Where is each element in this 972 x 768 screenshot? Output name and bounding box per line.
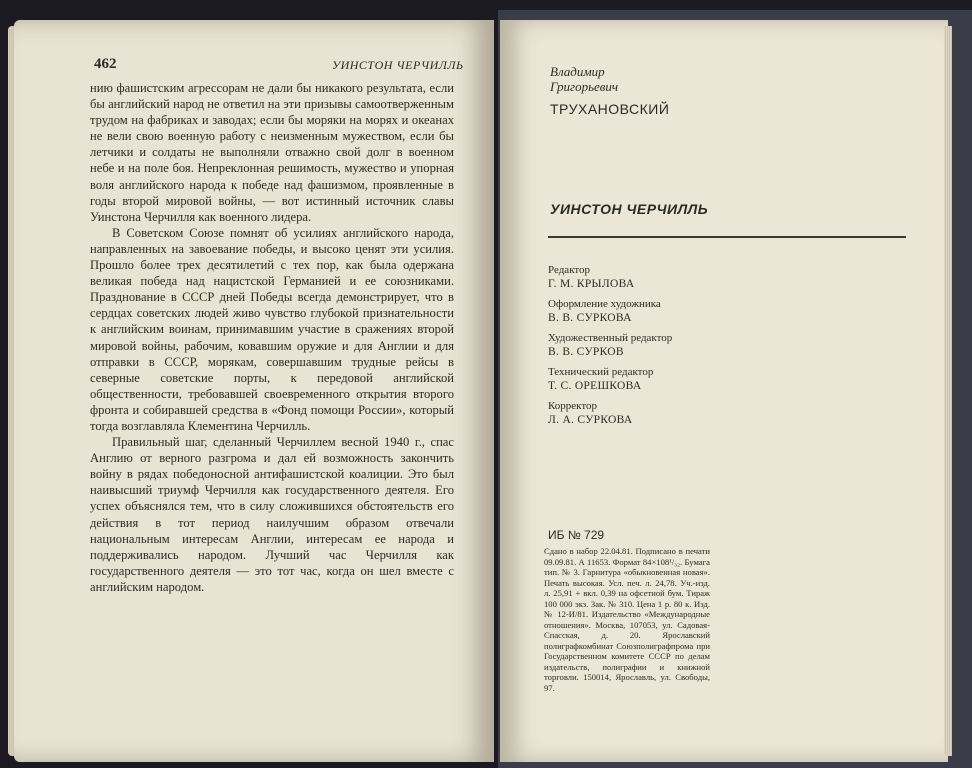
credit-person: Г. М. КРЫЛОВА	[548, 278, 635, 290]
body-text	[90, 80, 454, 595]
author-first-name: Владимир	[550, 64, 605, 79]
ib-number: ИБ № 729	[548, 528, 605, 542]
credit-role: Корректор	[548, 400, 598, 412]
credit-proofreader	[548, 400, 878, 427]
title-rule	[548, 236, 906, 238]
credit-person: Л. А. СУРКОВА	[548, 414, 633, 426]
right-page-edges	[944, 26, 952, 756]
credit-person: В. В. СУРКОВ	[548, 346, 624, 358]
author-patronymic: Григорьевич	[550, 79, 619, 94]
paragraph: нию фашистским агрессорам не дали бы никакого результата, если бы английский народ не ответил на эти призывы самоотверженным трудом на фабриках и заводах; если бы моряки на морях и океанах не вели свою военную работу с неизменным мужеством, если бы летчики и солдаты не выполняли отважно свой долг в военном небе и на поле боя. Непреклонная решимость, мужество и упорная воля английского народа к победе над фашизмом, проявленные в годы второй мировой войны, — вот истинный источник славы Уинстона Черчилля как военного лидера.	[90, 81, 454, 224]
credit-editor	[548, 264, 878, 291]
credit-person: В. В. СУРКОВА	[548, 312, 632, 324]
credit-role: Оформление художника	[548, 298, 661, 310]
imprint-text: Сдано в набор 22.04.81. Подписано в печати 09.09.81. А 11653. Формат 84×108¹/₃₂. Бумага тип. № 3. Гарнитура «обыкновенная новая». Печать высокая. Усл. печ. л. 24,78. Уч.-изд. л. 25,91 + вкл. 0,39 на офсетной бум. Тираж 100 000 экз. Зак. № 310. Цена 1 р. 80 к. Изд. № 12-И/81. Издательство «Международные отношения». Москва, 107053, ул. Садовая-Спасская, д. 20. Ярославский полиграфкомбинат Союзполиграфпрома при Государственном комитете СССР по делам издательств, полиграфии и книжной торговли. 150014, Ярославль, ул. Свободы, 97.	[544, 546, 710, 693]
page-number: 462	[94, 56, 117, 72]
credit-role: Технический редактор	[548, 366, 654, 378]
credit-tech-editor	[548, 366, 878, 393]
credit-role: Художественный редактор	[548, 332, 673, 344]
credit-role: Редактор	[548, 264, 591, 276]
credit-person: Т. С. ОРЕШКОВА	[548, 380, 642, 392]
credit-art-editor	[548, 332, 878, 359]
credits-list	[548, 264, 878, 434]
paragraph: В Советском Союзе помнят об усилиях английского народа, направленных на завоевание победы, и высоко ценят эти усилия. Прошло более трех десятилетий с тех пор, как была одержана великая победа над нацистской Германией и ее союзниками. Празднование в СССР дней Победы всегда демонстрирует, что в сердцах советских людей живо чувство глубокой признательности к английским воинам, принимавшим участие в сражениях второй мировой войны, рабочим, ковавшим оружие и для Англии и для отправки в СССР, морякам, совершавшим трудные рейсы в северные советские порты, к передовой английской общественности, требовавшей своевременного открытия второго фронта и собиравшей средства в «Фонд помощи России», который тогда возглавляла Клементина Черчилль.	[90, 225, 454, 433]
running-head: УИНСТОН ЧЕРЧИЛЛЬ	[332, 58, 464, 72]
author-first-names	[550, 64, 618, 94]
author-surname: ТРУХАНОВСКИЙ	[550, 101, 670, 117]
credit-design	[548, 298, 878, 325]
paragraph: Правильный шаг, сделанный Черчиллем весной 1940 г., спас Англию от верного разгрома и дал ей возможность закончить войну в рядах победоносной антифашистской коалиции. Это был наивысший триумф Черчилля как государственного деятеля. Его успех объяснялся тем, что в силу сложившихся обстоятельств его действия в тот период наилучшим образом отвечали национальным интересам Англии, интересам ее народа и поддерживались народом. Лучший час Черчилля как государственного деятеля — это тот час, когда он шел вместе с английским народом.	[90, 435, 454, 594]
book-title: УИНСТОН ЧЕРЧИЛЛЬ	[550, 201, 709, 217]
